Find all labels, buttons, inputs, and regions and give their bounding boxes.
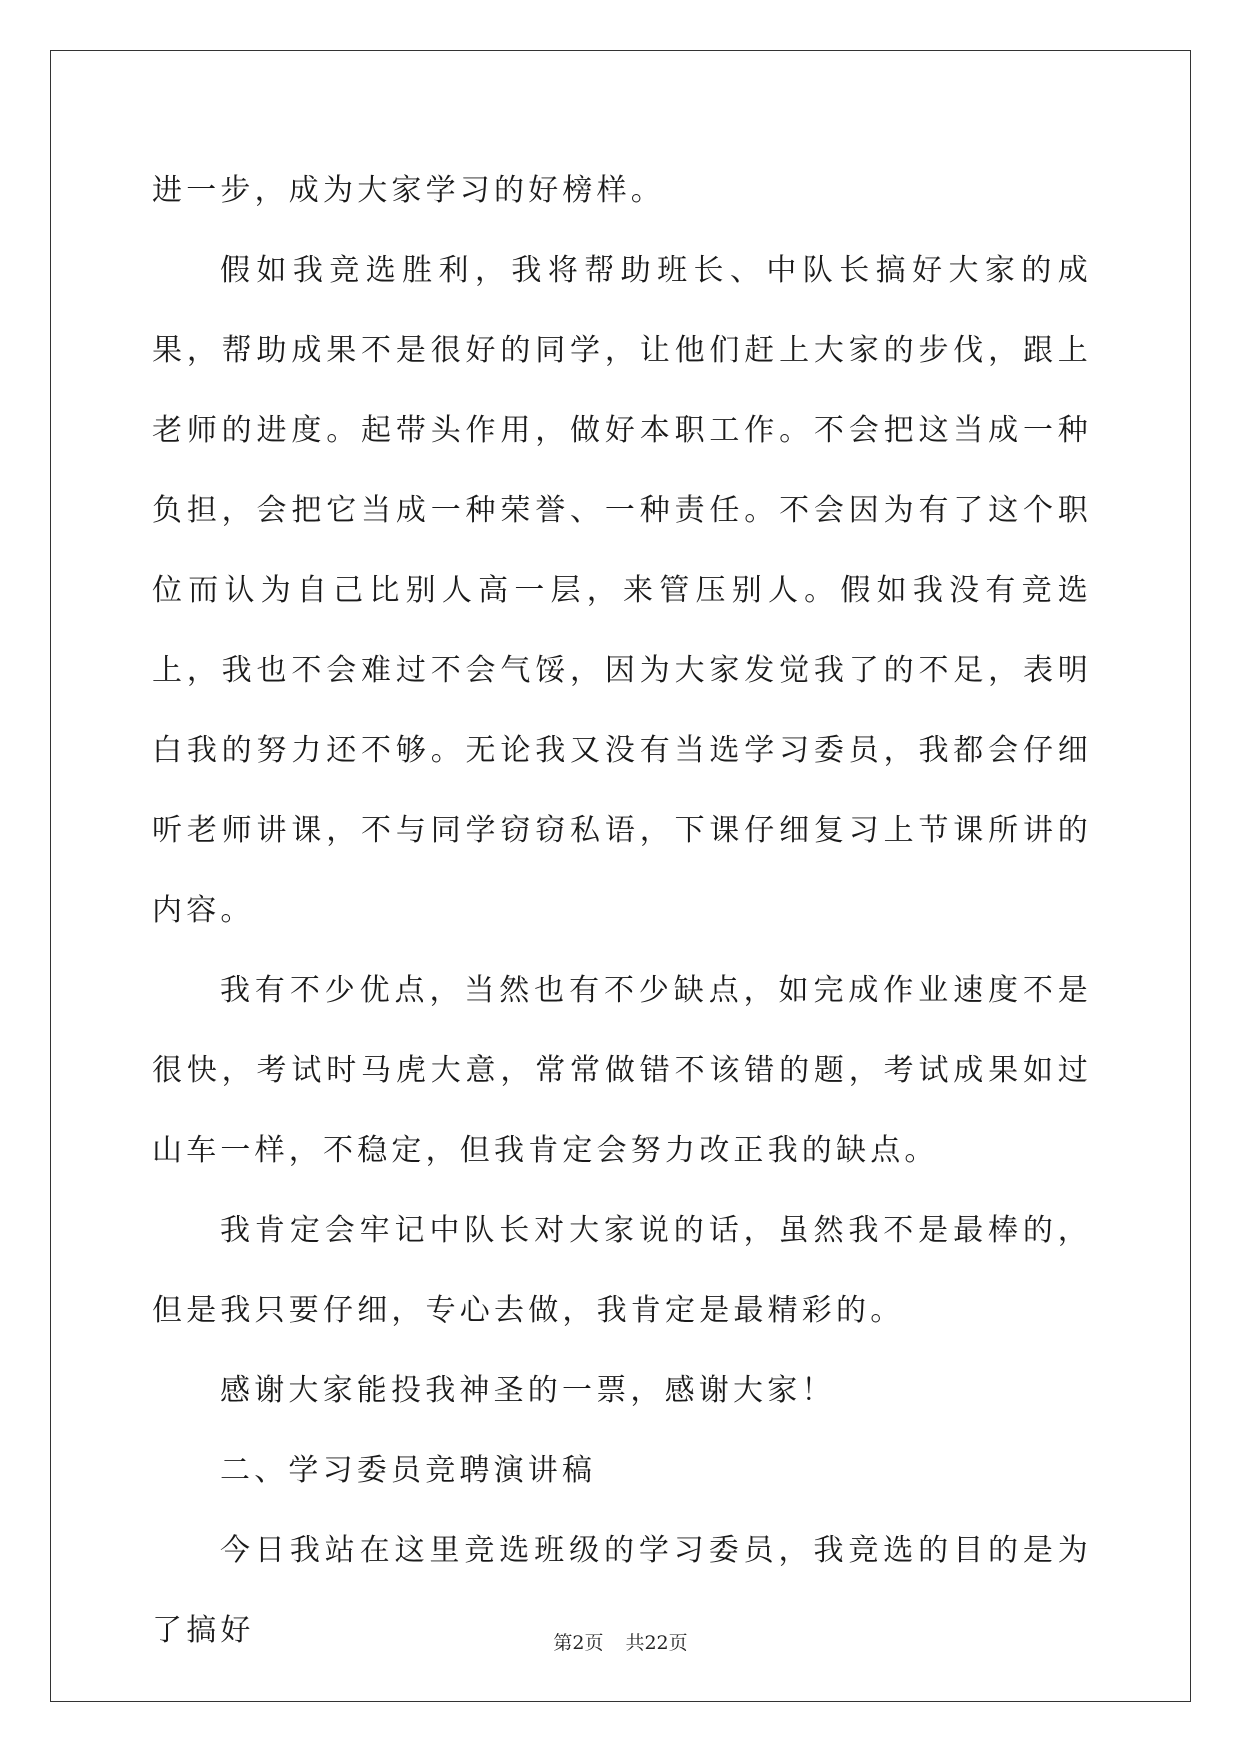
- section-heading: 二、学习委员竞聘演讲稿: [220, 1453, 597, 1488]
- document-body: [152, 151, 1092, 1671]
- paragraph-3: 我有不少优点，当然也有不少缺点，如完成作业速度不是很快，考试时马虎大意，常常做错不该错的题，考试成果如过山车一样，不稳定，但我肯定会努力改正我的缺点。: [152, 973, 1092, 1168]
- page-total: 共22页: [625, 1632, 688, 1654]
- paragraph-4: 我肯定会牢记中队长对大家说的话，虽然我不是最棒的，但是我只要仔细，专心去做，我肯定是最精彩的。: [152, 1213, 1092, 1328]
- paragraph-5: 感谢大家能投我神圣的一票，感谢大家！: [220, 1373, 836, 1408]
- page-footer: [0, 1628, 1241, 1655]
- paragraph-2: 假如我竞选胜利，我将帮助班长、中队长搞好大家的成果，帮助成果不是很好的同学，让他们赶上大家的步伐，跟上老师的进度。起带头作用，做好本职工作。不会把这当成一种负担，会把它当成一种荣誉、一种责任。不会因为有了这个职位而认为自己比别人高一层，来管压别人。假如我没有竞选上，我也不会难过不会气馁，因为大家发觉我了的不足，表明白我的努力还不够。无论我又没有当选学习委员，我都会仔细听老师讲课，不与同学窃窃私语，下课仔细复习上节课所讲的内容。: [152, 253, 1092, 928]
- page-number: 第2页: [553, 1632, 604, 1654]
- paragraph-1: 进一步，成为大家学习的好榜样。: [152, 173, 665, 208]
- paragraph-6: 今日我站在这里竞选班级的学习委员，我竞选的目的是为了搞好: [152, 1533, 1092, 1648]
